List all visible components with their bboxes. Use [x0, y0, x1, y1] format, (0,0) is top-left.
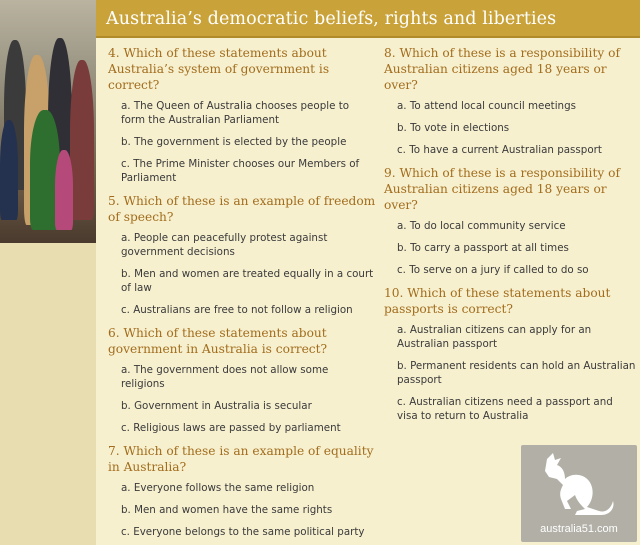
question-4: [108, 45, 378, 185]
question-5: [108, 193, 378, 317]
answer-option: c. Everyone belongs to the same political party: [121, 526, 365, 538]
question-title: 5. Which of these is an example of freedom of speech?: [108, 194, 376, 224]
answer-option: b. The government is elected by the people: [121, 136, 347, 148]
question-10: [384, 285, 640, 423]
watermark-logo: [521, 445, 637, 542]
answer-option: b. Government in Australia is secular: [121, 400, 312, 412]
answer-option: a. Everyone follows the same religion: [121, 482, 315, 494]
answer-option: b. To carry a passport at all times: [397, 242, 569, 254]
answer-option: b. Permanent residents can hold an Australian passport: [397, 360, 636, 386]
answer-option: b. To vote in elections: [397, 122, 510, 134]
answer-option: c. Australians are free to not follow a religion: [121, 304, 353, 316]
question-8: [384, 45, 640, 157]
answer-option: a. The Queen of Australia chooses people to form the Australian Parliament: [121, 100, 350, 126]
right-column: [378, 38, 640, 431]
question-title: 4. Which of these statements about Australia’s system of government is correct?: [108, 46, 330, 92]
question-title: 8. Which of these is a responsibility of Australian citizens aged 18 years or over?: [384, 46, 620, 92]
question-title: 10. Which of these statements about passports is correct?: [384, 286, 611, 316]
question-7: [108, 443, 378, 539]
answer-option: b. Men and women have the same rights: [121, 504, 333, 516]
question-9: [384, 165, 640, 277]
answer-option: c. Australian citizens need a passport and visa to return to Australia: [397, 396, 613, 422]
answer-option: a. People can peacefully protest against government decisions: [121, 232, 328, 258]
group-photo: [0, 0, 96, 243]
question-6: [108, 325, 378, 435]
answer-option: a. To do local community service: [397, 220, 566, 232]
page-header: [96, 0, 640, 38]
photo-strip: [0, 0, 96, 545]
watermark-text: australia51.com: [540, 523, 618, 535]
answer-option: b. Men and women are treated equally in a court of law: [121, 268, 374, 294]
question-title: 9. Which of these is a responsibility of Australian citizens aged 18 years or over?: [384, 166, 620, 212]
answer-option: c. To have a current Australian passport: [397, 144, 602, 156]
question-title: 6. Which of these statements about government in Australia is correct?: [108, 326, 328, 356]
left-column: [96, 38, 378, 545]
answer-option: a. Australian citizens can apply for an Australian passport: [397, 324, 592, 350]
answer-option: c. To serve on a jury if called to do so: [397, 264, 589, 276]
kangaroo-icon: [541, 451, 617, 517]
page-title: Australia’s democratic beliefs, rights and liberties: [106, 9, 557, 29]
answer-option: a. The government does not allow some religions: [121, 364, 329, 390]
question-title: 7. Which of these is an example of equality in Australia?: [108, 444, 374, 474]
answer-option: c. The Prime Minister chooses our Members of Parliament: [121, 158, 360, 184]
answer-option: a. To attend local council meetings: [397, 100, 576, 112]
answer-option: c. Religious laws are passed by parliament: [121, 422, 341, 434]
